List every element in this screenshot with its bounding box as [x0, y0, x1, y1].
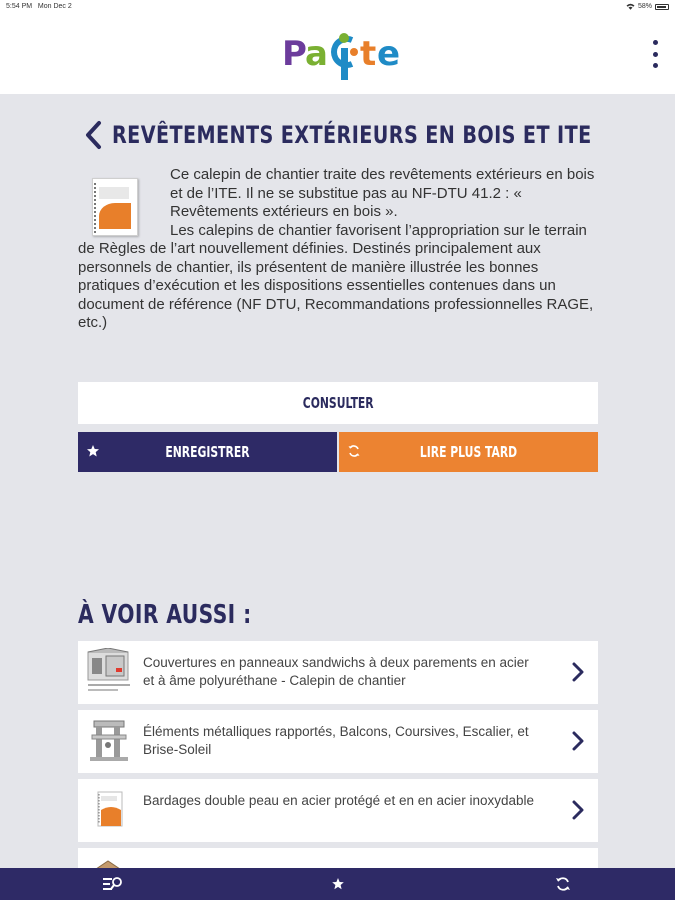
status-bar [0, 0, 675, 14]
bottom-tab-bar [0, 868, 675, 900]
title-row [84, 120, 675, 150]
related-item[interactable] [78, 710, 598, 773]
wifi-icon [626, 3, 635, 10]
star-icon [86, 444, 100, 458]
app-header [0, 14, 675, 94]
menu-dot [653, 52, 658, 57]
consult-button[interactable] [78, 382, 598, 424]
status-time: 5:54 PM [6, 3, 33, 10]
battery-icon [655, 4, 669, 10]
logo-letter-a: a [305, 34, 327, 74]
save-button[interactable] [78, 432, 337, 472]
menu-dot [653, 40, 658, 45]
consult-label: CONSULTER [302, 394, 374, 412]
menu-dot [653, 63, 658, 68]
chevron-left-icon[interactable] [84, 120, 102, 150]
logo-letter-p: P [282, 34, 306, 74]
pacte-logo[interactable] [282, 30, 400, 82]
chevron-right-icon [572, 662, 584, 682]
logo-c-ring-icon [326, 30, 362, 80]
see-also-heading: À VOIR AUSSI : [78, 600, 252, 630]
related-item[interactable] [78, 779, 598, 842]
more-menu-button[interactable] [651, 40, 659, 68]
logo-letter-e: e [377, 34, 400, 74]
chevron-right-icon [572, 800, 584, 820]
read-later-label: LIRE PLUS TARD [419, 443, 518, 461]
sync-icon [347, 444, 361, 458]
related-item-label: Éléments métalliques rapportés, Balcons, Coursives, Escalier, et Brise-Soleil [143, 724, 529, 757]
description-paragraph-2: Les calepins de chantier favorisent l’appropriation sur le terrain de Règles de l’art nouvellement définies. Destinés principalement aux personnels de chantier, ils présentent de manière illustrée les bonnes pratiques d’exécution et les dispositions essentielles contenues dans un document de référence (NF DTU, Recommandations professionnelles RAGE, etc.) [78, 221, 594, 331]
logo-letter-t: t [360, 34, 376, 74]
save-label: ENREGISTRER [165, 443, 250, 461]
document-description [78, 166, 602, 333]
related-item-label: Couvertures en panneaux sandwichs à deux parements en acier et à âme polyuréthane - Calepin de chantier [143, 655, 529, 688]
battery-percent: 58% [637, 3, 652, 10]
chevron-right-icon [572, 731, 584, 751]
page-title: REVÊTEMENTS EXTÉRIEURS EN BOIS ET ITE [112, 121, 592, 149]
status-right [626, 3, 669, 10]
related-item-label: Bardages double peau en acier protégé et en en acier inoxydable [143, 793, 535, 808]
balcony-structure-thumbnail [86, 717, 132, 765]
status-date: Mon Dec 2 [37, 3, 72, 10]
status-time-date [6, 3, 72, 10]
star-icon[interactable] [327, 874, 349, 894]
calepin-book-thumbnail [86, 786, 132, 834]
sync-icon[interactable] [552, 874, 574, 894]
building-diagram-thumbnail [86, 648, 132, 696]
description-paragraph-1: Ce calepin de chantier traite des revêtements extérieurs en bois et de l’ITE. Il ne se substitue pas au NF-DTU 41.2 : « Revêtements extérieurs en bois ». [170, 166, 595, 220]
read-later-button[interactable] [339, 432, 598, 472]
list-search-icon[interactable] [102, 874, 124, 894]
related-item[interactable] [78, 641, 598, 704]
